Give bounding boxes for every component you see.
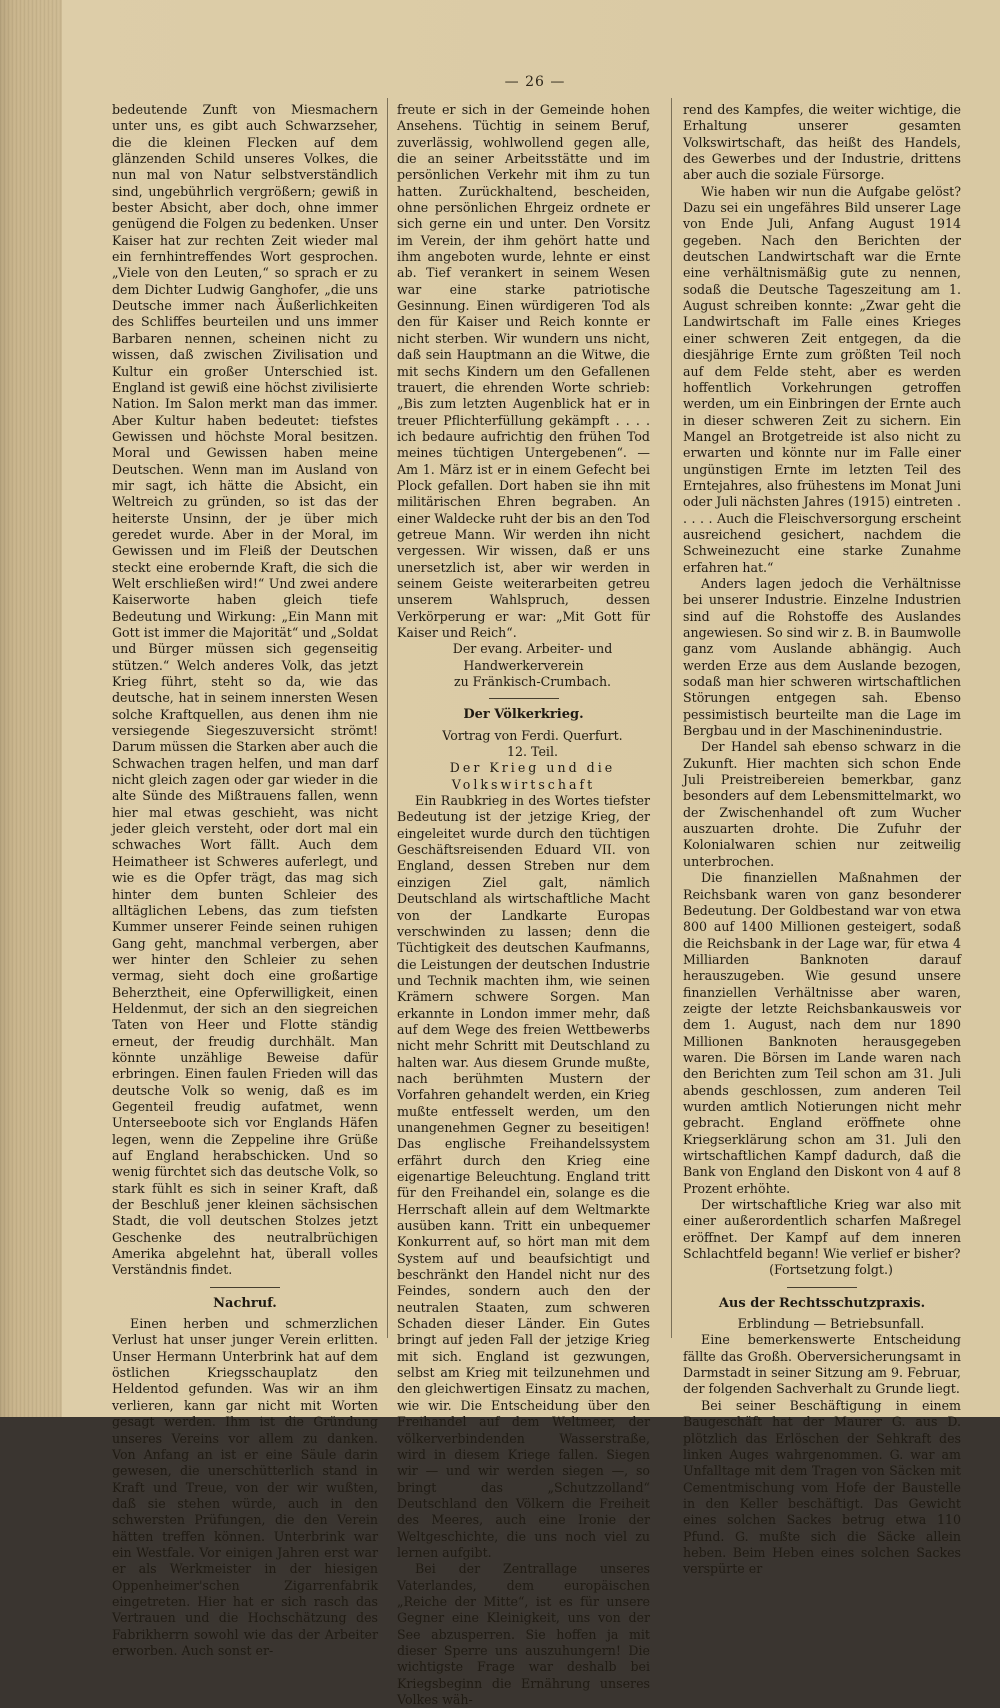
paragraph: rend des Kampfes, die weiter wichtige, die Erhaltung unserer gesamten Volkswirtschaft, das heißt des Handels, des Gewerbes und der Industrie, drittens aber auch die soziale Fürsorge. (683, 102, 961, 183)
paragraph: Ein Raubkrieg in des Wortes tiefster Bedeutung ist der jetzige Krieg, der eingeleitet wurde durch den tüchtigen Geschäftsreisenden Eduard VII. von England, dessen Streben nur dem einzigen Ziel galt, nämlich Deutschland als wirtschaftliche Macht von der Landkarte Europas verschwinden zu lassen; denn die Tüchtigkeit des deutschen Kaufmanns, die Leistungen der deutschen Industrie und Technik machten ihm, wie seinen Krämern schwere Sorgen. Man erkannte in London immer mehr, daß auf dem Wege des freien Wettbewerbs nicht mehr Schritt mit Deutschland zu halten war. Aus diesem Grunde mußte, nach berühmten Mustern der Vorfahren gehandelt werden, ein Krieg mußte entfesselt werden, um den unangenehmen Gegner zu beseitigen! Das englische Freihandelssystem erfährt durch den Krieg eine eigenartige Beleuchtung. England tritt für den Freihandel ein, solange es die Herrschaft allein auf dem Weltmarkte ausüben kann. Tritt ein unbequemer Konkurrent auf, so hört man mit dem System auf und beaufsichtigt und beschränkt den Handel nicht nur des Feindes, sondern auch den der neutralen Staaten, zum schweren Schaden dieser Länder. Ein Gutes bringt auf jeden Fall der jetzige Krieg mit sich. England ist gezwungen, selbst am Krieg mit teilzunehmen und den gleichwertigen Einsatz zu machen, wie wir. Die Entscheidung über den Freihandel auf dem Weltmeer, der völkerverbindenden Wasserstraße, wird in diesem Kriege fallen. Siegen wir — und wir werden siegen —, so bringt das „Schutzzolland“ Deutschland den Völkern die Freiheit des Meeres, auch eine Ironie der Weltgeschichte, die uns noch viel zu lernen aufgibt. (397, 793, 650, 1560)
separator-rule (489, 698, 559, 699)
section-subheading: Erblindung — Betriebsunfall. (737, 1316, 925, 1332)
article-subtitle: Vortrag von Ferdi. Querfurt. (442, 727, 623, 743)
page-number: — 26 — (504, 74, 566, 90)
signature-line: zu Fränkisch-Crumbach. (453, 674, 612, 690)
paragraph: Bei seiner Beschäftigung in einem Baugeschäft hat der Maurer G. aus D. plötzlich das Erlöschen der Sehkraft des linken Auges wahrgenommen. G. war am Unfalltage mit dem Tragen von Säcken mit Cementmischung vom Hofe der Baustelle in den Keller beschäftigt. Das Gewicht eines solchen Sackes betrug etwa 110 Pfund. G. mußte sich die Säcke allein heben. Beim Heben eines solchen Sackes verspürte er (683, 1397, 961, 1577)
section-heading-rechtsschutz: Aus der Rechtsschutzpraxis. (718, 1295, 926, 1311)
column-right (683, 102, 961, 1578)
column-divider (671, 98, 672, 1338)
column-middle (397, 102, 650, 1708)
separator-rule (210, 1287, 280, 1288)
separator-rule (787, 1287, 857, 1288)
article-section-title: Der Krieg und die Volkswirtschaft (449, 760, 616, 792)
book-page-edges (0, 0, 62, 1417)
paragraph: Wie haben wir nun die Aufgabe gelöst? Dazu sei ein ungefähres Bild unserer Lage von Ende Juli, Anfang August 1914 gegeben. Nach den Berichten der deutschen Landwirtschaft war die Ernte eine verhältnismäßig gute zu nennen, sodaß die Deutsche Tageszeitung am 1. August schreiben konnte: „Zwar geht die Landwirtschaft im Falle eines Krieges einer schweren Zeit entgegen, da die diesjährige Ernte zum größten Teil noch auf dem Felde steht, aber es werden hoffentlich Vorkehrungen getroffen werden, um ein Einbringen der Ernte auch in dieser schweren Zeit zu sichern. Ein Mangel an Brotgetreide ist also nicht zu erwarten und könnte nur im Falle einer ungünstigen Ernte im letzten Teil des Erntejahres, also frühestens im Monat Juni oder Juli nächsten Jahres (1915) eintreten . . . . . Auch die Fleischversorgung erscheint ausreichend gesichert, nachdem die Schweinezucht eine starke Zunahme erfahren hat.“ (683, 183, 961, 575)
signature-line: Der evang. Arbeiter- und Handwerkerverein (452, 641, 613, 673)
paragraph: Die finanziellen Maßnahmen der Reichsbank waren von ganz besonderer Bedeutung. Der Goldbestand war von etwa 800 auf 1400 Millionen gesteigert, sodaß die Reichsbank in der Lage war, für etwa 4 Milliarden Banknoten darauf herauszugeben. Wie gesund unsere finanziellen Verhältnisse aber waren, zeigte der letzte Reichsbankausweis vor dem 1. August, nach dem nur 1890 Millionen Banknoten herausgegeben waren. Die Börsen im Lande waren nach den Berichten zum Teil schon am 31. Juli abends geschlossen, zum anderen Teil wurden amtlich Notierungen nicht mehr gebracht. England eröffnete ohne Kriegserklärung schon am 31. Juli den wirtschaftlichen Kampf dadurch, daß die Bank von England den Diskont von 4 auf 8 Prozent erhöhte. (683, 870, 961, 1196)
continuation-note: (Fortsetzung folgt.) (769, 1262, 893, 1278)
column-divider (387, 98, 388, 1338)
article-part: 12. Teil. (507, 744, 558, 760)
paragraph: bedeutende Zunft von Miesmachern unter uns, es gibt auch Schwarzseher, die die kleinen Flecken auf dem glänzenden Schild unseres Volkes, die nun mal von Natur selbstverständlich sind, ungebührlich vergrößern; gewiß in bester Absicht, aber doch, ohne immer genügend die Folgen zu bedenken. Unser Kaiser hat zur rechten Zeit wieder mal ein fernhintreffendes Wort gesprochen. „Viele von den Leuten,“ so sprach er zu dem Dichter Ludwig Ganghofer, „die uns Deutsche immer nach Äußerlichkeiten des Schliffes beurteilen und uns immer Barbaren nennen, scheinen nicht zu wissen, daß zwischen Zivilisation und Kultur ein großer Unterschied ist. England ist gewiß eine höchst zivilisierte Nation. Im Salon merkt man das immer. Aber Kultur haben bedeutet: tiefstes Gewissen und höchste Moral besitzen. Moral und Gewissen haben meine Deutschen. Wenn man im Ausland von mir sagt, ich hätte die Absicht, ein Weltreich zu gründen, so ist das der heiterste Unsinn, der je über mich geredet wurde. Aber in der Moral, im Gewissen und im Fleiß der Deutschen steckt eine erobernde Kraft, die sich die Welt erschließen wird!“ Und zwei andere Kaiserworte haben gleich tiefe Bedeutung und Wirkung: „Ein Mann mit Gott ist immer die Majorität“ und „Soldat und Bürger müssen sich gegenseitig stützen.“ Welch anderes Volk, das jetzt Krieg führt, steht so da, wie das deutsche, hat in seinem innersten Wesen solche Kraftquellen, aus denen ihm nie versiegende Siegeszuversicht strömt! Darum müssen die Starken aber auch die Schwachen tragen helfen, und man darf nicht gleich zagen oder gar wieder in die alte Sünde des Mißtrauens fallen, wenn hier mal etwas geschieht, was nicht jeder gleich versteht, oder dort mal ein schwaches Wort fällt. Auch dem Heimatheer ist Schweres auferlegt, und wie es die Opfer trägt, das mag sich hinter dem bunten Schleier des alltäglichen Lebens, das zum tiefsten Kummer unserer Feinde seinen ruhigen Gang geht, manchmal verbergen, aber wer hinter den Schleier zu sehen vermag, sieht doch eine großartige Beherztheit, eine Opferwilligkeit, einen Heldenmut, der sich an den siegreichen Taten von Heer und Flotte ständig erneut, der freudig durchhält. Man könnte unzählige Beweise dafür erbringen. Einen faulen Frieden will das deutsche Volk so wenig, daß es im Gegenteil freudig aufatmet, wenn Unterseeboote sich vor Englands Häfen legen, wenn die Zeppeline ihre Grüße auf England herabschicken. Und so wenig fürchtet sich das deutsche Volk, so stark fühlt es sich in seiner Kraft, daß der Beschluß jener kleinen sächsischen Stadt, die voll deutschen Stolzes jetzt Geschenke des neutralbrüchigen Amerika abgelehnt hat, überall volles Verständnis findet. (112, 102, 379, 1278)
paragraph: freute er sich in der Gemeinde hohen Ansehens. Tüchtig in seinem Beruf, zuverlässig, wohlwollend gegen alle, die an seiner Arbeitsstätte und im persönlichen Verkehr mit ihm zu tun hatten. Zurückhaltend, bescheiden, ohne persönlichen Ehrgeiz ordnete er sich gerne ein und unter. Den Vorsitz im Verein, der ihm gehört hatte und ihm angeboten wurde, lehnte er einst ab. Tief verankert in seinem Wesen war eine starke patriotische Gesinnung. Einen würdigeren Tod als den für Kaiser und Reich konnte er nicht sterben. Wir wundern uns nicht, daß sein Hauptmann an die Witwe, die mit sechs Kindern um den Gefallenen trauert, die ehrenden Worte schrieb: „Bis zum letzten Augenblick hat er in treuer Pflichterfüllung gekämpft . . . . ich bedaure aufrichtig den frühen Tod meines tüchtigen Untergebenen“. — Am 1. März ist er in einem Gefecht bei Plock gefallen. Dort haben sie ihn mit militärischen Ehren begraben. An einer Waldecke ruht der bis an den Tod getreue Mann. Wir werden ihn nicht vergessen. Wir wissen, daß er uns unersetzlich ist, aber wir werden in seinem Geiste weiterarbeiten getreu unserem Wahlspruch, dessen Verkörperung er war: „Mit Gott für Kaiser und Reich“. (397, 102, 650, 640)
article-heading: Der Völkerkrieg. (463, 707, 584, 723)
column-left (112, 102, 378, 1659)
section-heading-nachruf: Nachruf. (213, 1295, 277, 1311)
paragraph: Einen herben und schmerzlichen Verlust hat unser junger Verein erlitten. Unser Hermann Unterbrink hat auf dem östlichen Kriegsschauplatz den Heldentod gefunden. Was wir an ihm verlieren, kann gar nicht mit Worten gesagt werden. Ihm ist die Gründung unseres Vereins vor allem zu danken. Von Anfang an ist er eine Säule darin gewesen, die unerschütterlich stand in Kraft und Treue, von der wir wußten, daß sie stehen würde, auch in den schwersten Prüfungen, die den Verein hätten treffen können. Unterbrink war ein Westfale. Vor einigen Jahren erst war er als Werkmeister in der hiesigen Oppenheimer'schen Zigarrenfabrik eingetreten. Hier hat er sich rasch das Vertrauen und die Hochschätzung des Fabrikherrn sowohl wie das der Arbeiter erworben. Auch sonst er- (112, 1316, 378, 1658)
paragraph: Bei der Zentrallage unseres Vaterlandes, dem europäischen „Reiche der Mitte“, ist es für unsere Gegner eine Kleinigkeit, uns von der See abzusperren. Sie hoffen ja mit dieser Sperre uns auszuhungern! Die wichtigste Frage war deshalb bei Kriegsbeginn die Ernährung unseres Volkes wäh- (397, 1561, 650, 1707)
paragraph: Eine bemerkenswerte Entscheidung fällte das Großh. Oberversicherungsamt in Darmstadt in seiner Sitzung am 9. Februar, der folgenden Sachverhalt zu Grunde liegt. (683, 1332, 961, 1397)
paragraph: Der Handel sah ebenso schwarz in die Zukunft. Hier machten sich schon Ende Juli Preistreibereien bemerkbar, ganz besonders auf dem Lebensmittelmarkt, wo der Zwischenhandel oft zum Wucher auszuarten drohte. Die Zufuhr der Kolonialwaren schien nur zeitweilig unterbrochen. (683, 739, 961, 869)
paragraph: Anders lagen jedoch die Verhältnisse bei unserer Industrie. Einzelne Industrien sind auf die Rohstoffe des Auslandes angewiesen. So sind wir z. B. in Baumwolle ganz vom Auslande abhängig. Auch werden Erze aus dem Auslande bezogen, sodaß man hier schweren wirtschaftlichen Störungen entgegen sah. Ebenso pessimistisch beurteilte man die Lage im Bergbau und in der Maschinenindustrie. (683, 575, 961, 739)
paragraph: Der wirtschaftliche Krieg war also mit einer außerordentlich scharfen Maßregel eröffnet. Der Kampf auf dem inneren Schlachtfeld begann! Wie verlief er bisher? (683, 1197, 961, 1262)
